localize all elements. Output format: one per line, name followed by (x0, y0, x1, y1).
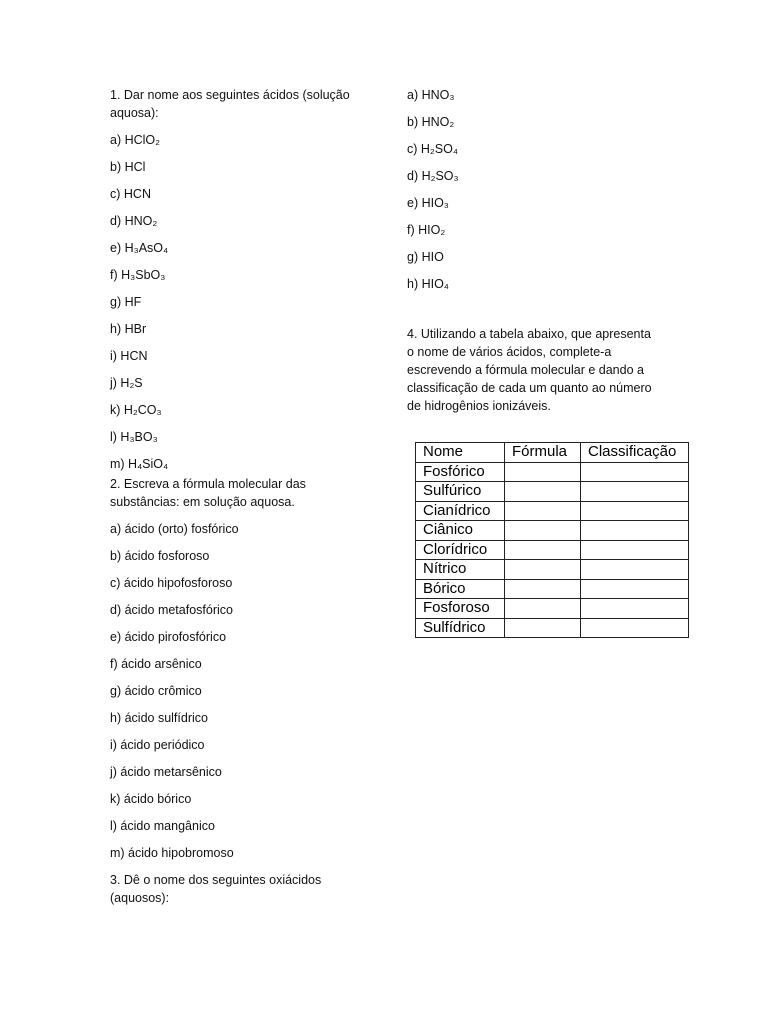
table-row (416, 599, 689, 619)
q2-item: k) ácido bórico (110, 792, 192, 806)
q2-item: l) ácido mangânico (110, 819, 215, 833)
q3-item: d) H₂SO₃ (407, 169, 459, 183)
table-row (416, 618, 689, 638)
table-body (416, 462, 689, 638)
cell-formula (505, 579, 581, 599)
table-row (416, 540, 689, 560)
q1-list (110, 131, 370, 473)
table-row (416, 501, 689, 521)
q4-text-line: 4. Utilizando a tabela abaixo, que apresenta (407, 327, 651, 341)
q2-title-line2: substâncias: em solução aquosa. (110, 495, 295, 509)
cell-nome: Bórico (416, 579, 505, 599)
cell-nome: Fosforoso (416, 599, 505, 619)
cell-formula (505, 599, 581, 619)
q1-item: l) H₃BO₃ (110, 430, 158, 444)
q3-item: g) HIO (407, 250, 444, 264)
table-row (416, 482, 689, 502)
q1-item: f) H₃SbO₃ (110, 268, 166, 282)
cell-formula (505, 462, 581, 482)
q3-title-line1: 3. Dê o nome dos seguintes oxiácidos (110, 873, 322, 887)
header-formula: Fórmula (505, 443, 581, 463)
q3-item: b) HNO₂ (407, 115, 455, 129)
left-column (110, 86, 370, 907)
cell-classificacao (581, 579, 689, 599)
cell-classificacao (581, 482, 689, 502)
q4-text-line: de hidrogênios ionizáveis. (407, 399, 551, 413)
q2-title-line1: 2. Escreva a fórmula molecular das (110, 477, 306, 491)
cell-nome: Cianídrico (416, 501, 505, 521)
q1-item: a) HClO₂ (110, 133, 160, 147)
q2-item: a) ácido (orto) fosfórico (110, 522, 239, 536)
q1-item: h) HBr (110, 322, 147, 336)
cell-nome: Sulfúrico (416, 482, 505, 502)
cell-classificacao (581, 521, 689, 541)
q1-item: i) HCN (110, 349, 148, 363)
cell-classificacao (581, 462, 689, 482)
right-column (407, 86, 697, 415)
q2-item: c) ácido hipofosforoso (110, 576, 233, 590)
q1-title-line2: aquosa): (110, 106, 159, 120)
q1-item: j) H₂S (110, 376, 143, 390)
cell-formula (505, 501, 581, 521)
cell-formula (505, 482, 581, 502)
header-nome: Nome (416, 443, 505, 463)
q2-item: f) ácido arsênico (110, 657, 202, 671)
q1-item: b) HCl (110, 160, 146, 174)
q4-text-line: classificação de cada um quanto ao número (407, 381, 652, 395)
cell-classificacao (581, 618, 689, 638)
q3-item: e) HIO₃ (407, 196, 449, 210)
q1-item: c) HCN (110, 187, 151, 201)
cell-formula (505, 521, 581, 541)
q3-item: c) H₂SO₄ (407, 142, 458, 156)
q4-text-line: escrevendo a fórmula molecular e dando a (407, 363, 644, 377)
q2-item: d) ácido metafosfórico (110, 603, 233, 617)
cell-formula (505, 618, 581, 638)
cell-nome: Clorídrico (416, 540, 505, 560)
cell-classificacao (581, 540, 689, 560)
cell-nome: Ciânico (416, 521, 505, 541)
q3-item: h) HIO₄ (407, 277, 449, 291)
q2-item: b) ácido fosforoso (110, 549, 210, 563)
q4-text-line: o nome de vários ácidos, complete-a (407, 345, 612, 359)
table-row (416, 579, 689, 599)
q3-item: a) HNO₃ (407, 88, 455, 102)
q3-item: f) HIO₂ (407, 223, 446, 237)
table-row (416, 462, 689, 482)
cell-formula (505, 560, 581, 580)
cell-nome: Fosfórico (416, 462, 505, 482)
q1-item: e) H₃AsO₄ (110, 241, 169, 255)
q1-item: k) H₂CO₃ (110, 403, 162, 417)
q2-item: h) ácido sulfídrico (110, 711, 208, 725)
table-row (416, 521, 689, 541)
cell-classificacao (581, 599, 689, 619)
cell-classificacao (581, 560, 689, 580)
q1-item: g) HF (110, 295, 142, 309)
table-row (416, 560, 689, 580)
q1-title-line1: 1. Dar nome aos seguintes ácidos (solução (110, 88, 350, 102)
q2-item: e) ácido pirofosfórico (110, 630, 227, 644)
q2-item: j) ácido metarsênico (110, 765, 222, 779)
q3-list (407, 86, 697, 293)
cell-formula (505, 540, 581, 560)
q1-item: m) H₄SiO₄ (110, 457, 169, 471)
q2-item: i) ácido periódico (110, 738, 205, 752)
acids-table (415, 442, 689, 638)
q2-item: m) ácido hipobromoso (110, 846, 234, 860)
q4-text (407, 325, 697, 415)
cell-classificacao (581, 501, 689, 521)
q2-item: g) ácido crômico (110, 684, 202, 698)
q2-list (110, 520, 370, 862)
cell-nome: Nítrico (416, 560, 505, 580)
q3-title-line2: (aquosos): (110, 891, 170, 905)
q1-item: d) HNO₂ (110, 214, 158, 228)
table-header-row (416, 443, 689, 463)
cell-nome: Sulfídrico (416, 618, 505, 638)
header-classificacao: Classificação (581, 443, 689, 463)
